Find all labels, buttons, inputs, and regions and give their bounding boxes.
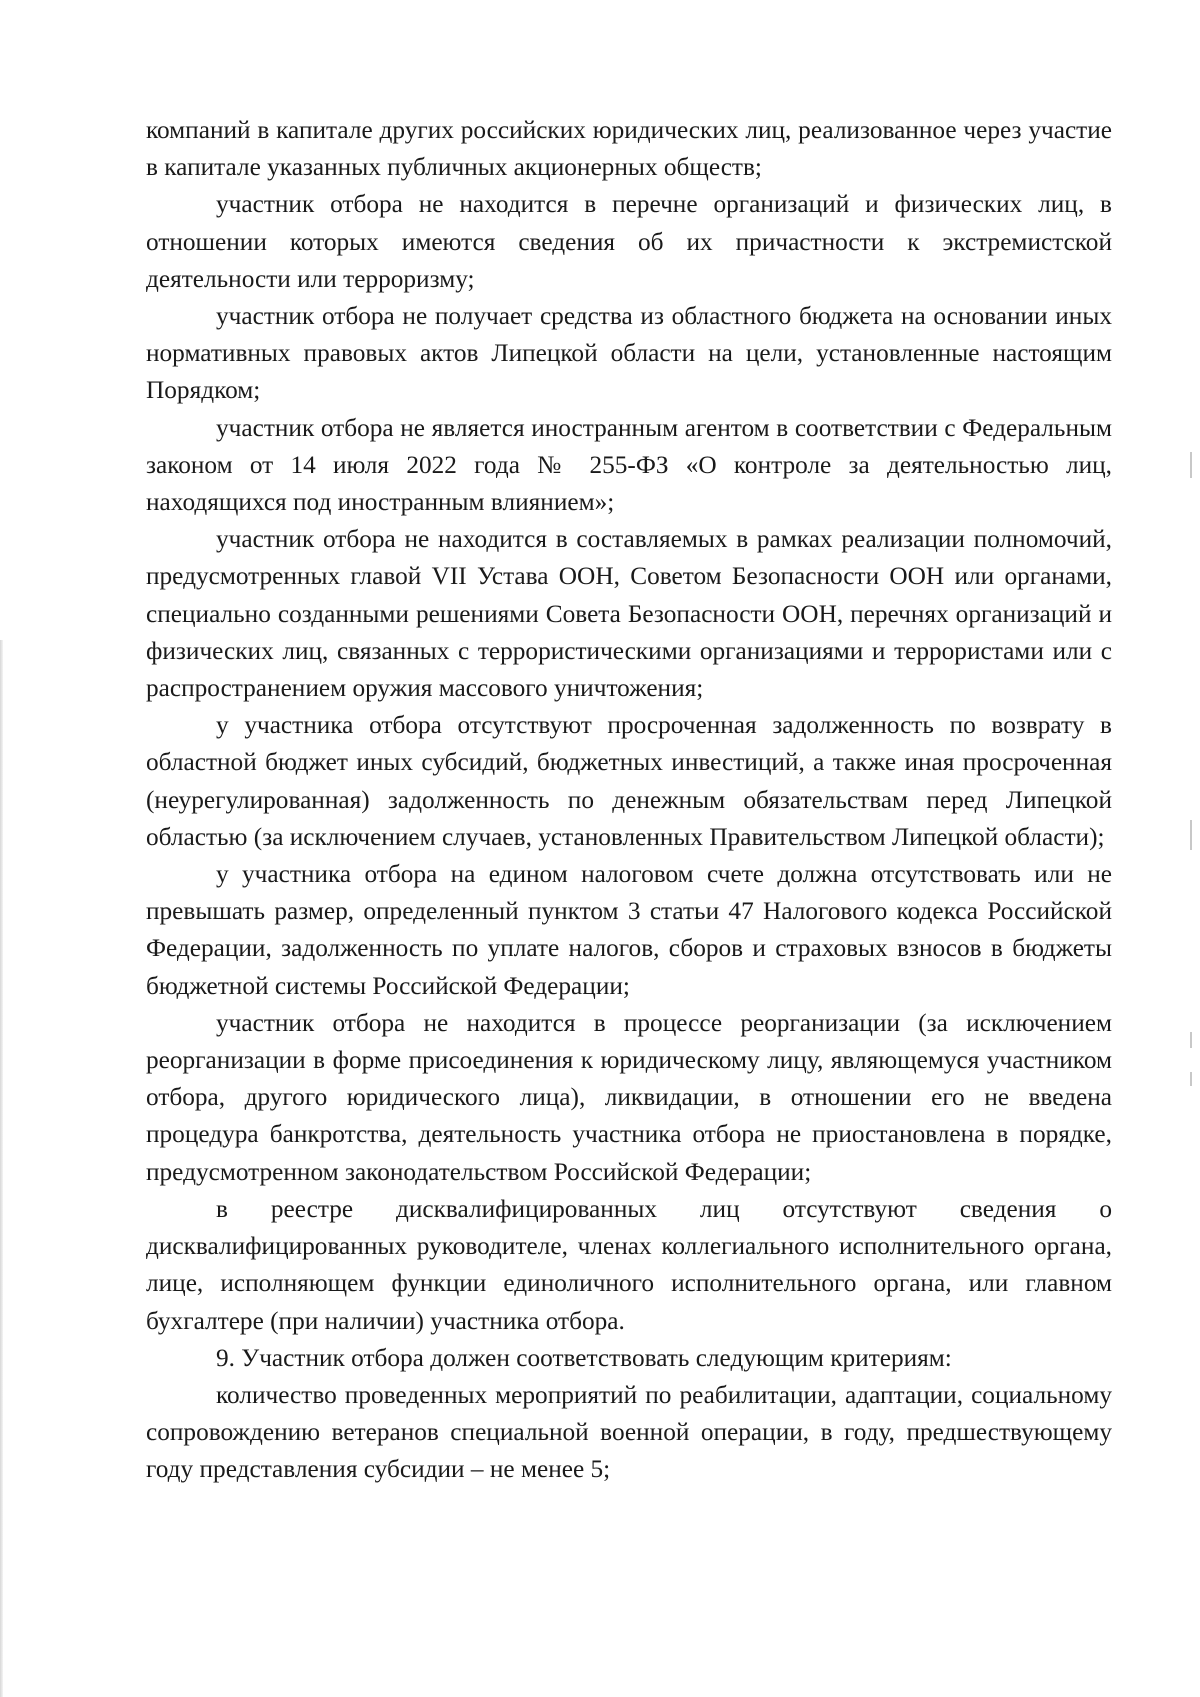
paragraph-regional-budget: участник отбора не получает средства из областного бюджета на основании иных нормативных правовых актов Липецкой области на цели, установленные настоящим Порядком;	[146, 302, 1112, 405]
paragraph-events-count: количество проведенных мероприятий по реабилитации, адаптации, социальному сопровождению ветеранов специальной военной операции, в году, предшествующему году представления субсидии – не менее 5;	[146, 1380, 1112, 1484]
paragraph-un-sanctions: участник отбора не находится в составляемых в рамках реализации полномочий, предусмотренных главой VII Устава ООН, Советом Безопасности ООН или органами, специально созданными решениями Совета Безопасности ООН, перечнях организаций и физических лиц, связанных с террористическими организациями и террористами или с распространением оружия массового уничтожения;	[146, 525, 1112, 703]
scan-mark	[1190, 1032, 1192, 1048]
paragraph-foreign-agent: участник отбора не является иностранным агентом в соответствии с Федеральным законом от 14 июля 2022 года № 255-ФЗ «О контроле за деятельностью лиц, находящихся под иностранным влиянием»;	[146, 413, 1112, 517]
paragraph-reorganization: участник отбора не находится в процессе реорганизации (за исключением реорганизации в форме присоединения к юридическому лицу, являющемуся участником отбора, другого юридического лица), ликвидации, в отношении его не введена процедура банкротства, деятельность участника отбора не приостановлена в порядке, предусмотренном законодательством Российской Федерации;	[146, 1008, 1112, 1186]
scan-mark	[1190, 452, 1192, 478]
paragraph-overdue-debt: у участника отбора отсутствуют просроченная задолженность по возврату в областной бюджет иных субсидий, бюджетных инвестиций, а также иная просроченная (неурегулированная) задолженность по денежным обязательствам перед Липецкой областью (за исключением случаев, установленных Правительством Липецкой области);	[146, 711, 1112, 851]
paragraph-criteria-heading: 9. Участник отбора должен соответствовать следующим критериям:	[216, 1343, 952, 1372]
document-body	[146, 112, 1112, 1489]
paragraph-extremism-list: участник отбора не находится в перечне организаций и физических лиц, в отношении которых имеются сведения об их причастности к экстремистской деятельности или терроризму;	[146, 190, 1112, 293]
scan-mark	[1190, 820, 1192, 850]
paragraph-continuation: компаний в капитале других российских юридических лиц, реализованное через участие в капитале указанных публичных акционерных обществ;	[146, 116, 1112, 182]
paragraph-tax-account: у участника отбора на едином налоговом счете должна отсутствовать или не превышать размер, определенный пунктом 3 статьи 47 Налогового кодекса Российской Федерации, задолженность по уплате налогов, сборов и страховых взносов в бюджеты бюджетной системы Российской Федерации;	[146, 860, 1112, 1000]
scan-mark	[1190, 1072, 1192, 1086]
paragraph-disqualified-persons: в реестре дисквалифицированных лиц отсутствуют сведения о дисквалифицированных руководителе, членах коллегиального исполнительного органа, лице, исполняющем функции единоличного исполнительного органа, или главном бухгалтере (при наличии) участника отбора.	[146, 1194, 1112, 1335]
scan-edge-shadow	[0, 640, 3, 1697]
